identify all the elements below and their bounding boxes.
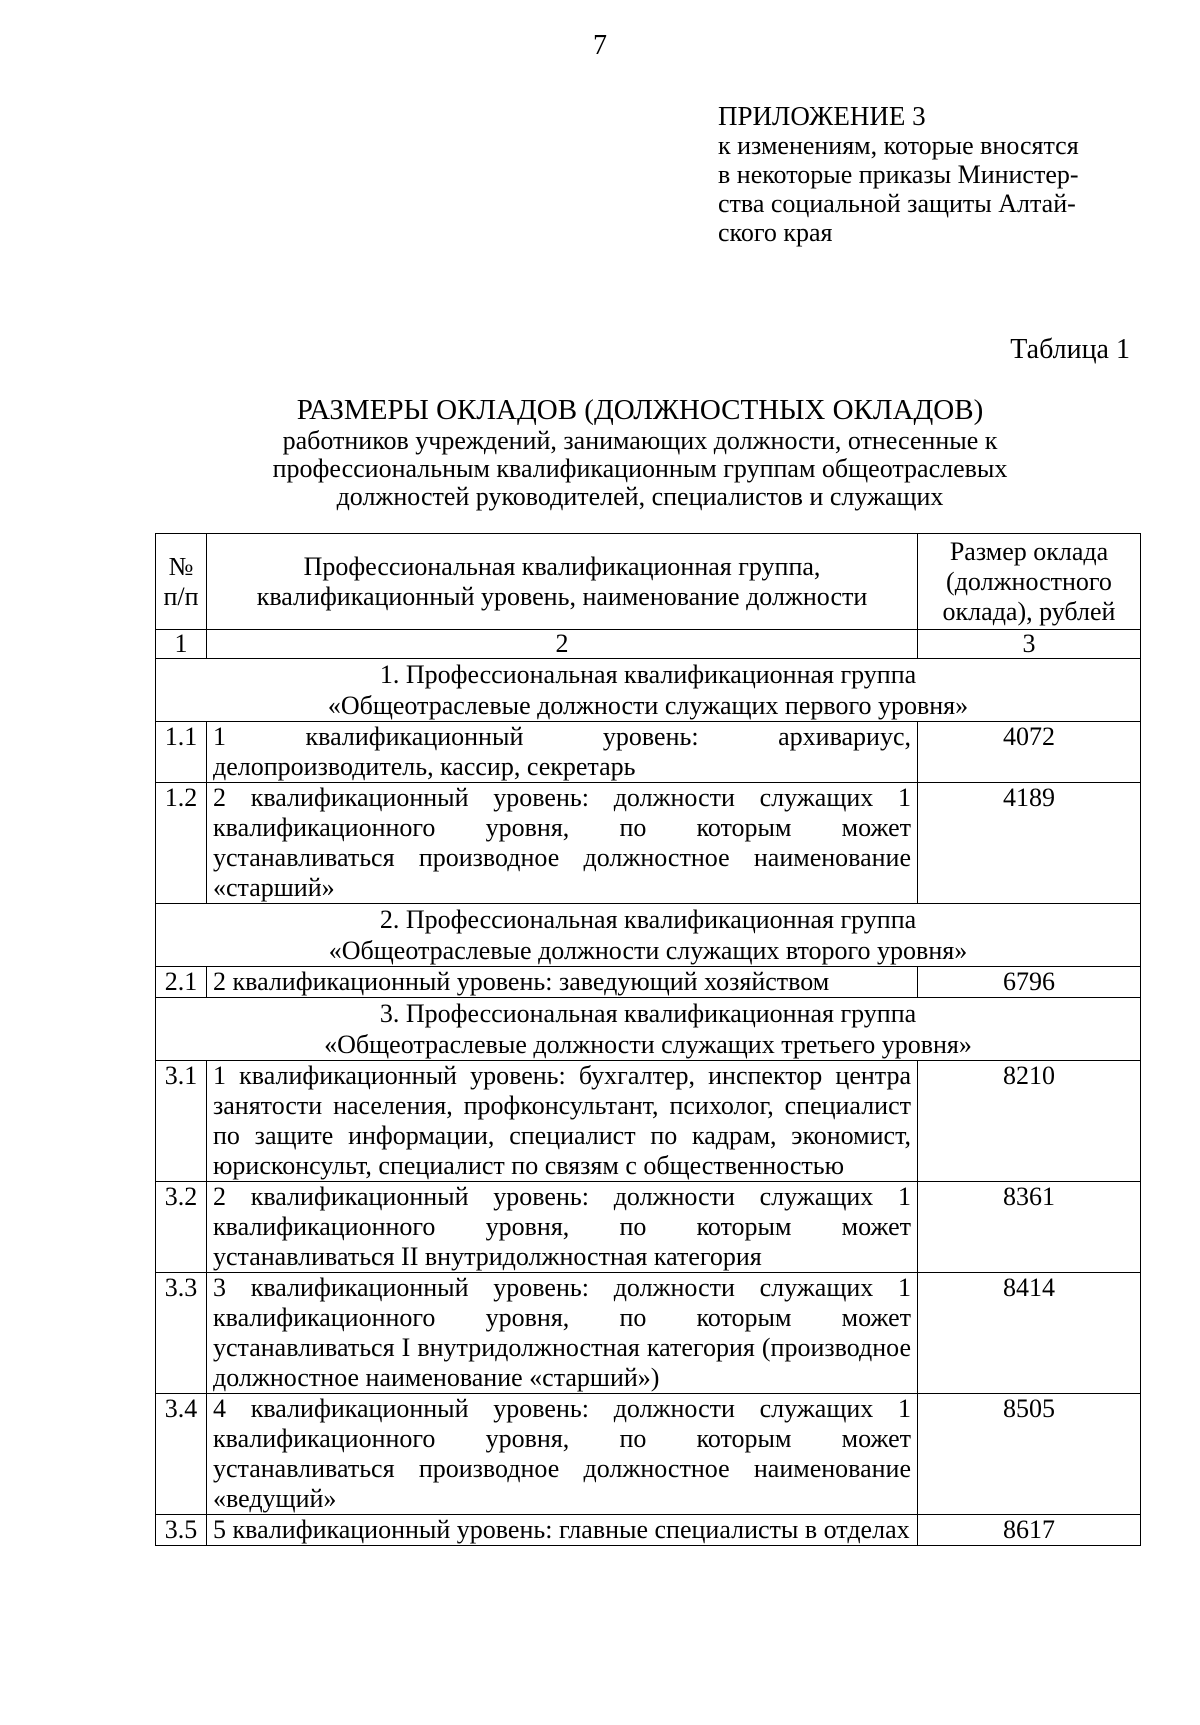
header-row xyxy=(156,534,1141,630)
group-title: 2. Профессиональная квалификационная группа xyxy=(379,905,917,934)
row-amount: 8210 xyxy=(918,1061,1141,1182)
row-num: 3.5 xyxy=(156,1515,207,1546)
group-cell xyxy=(156,659,1141,722)
heading-line: профессиональным квалификационным группам общеотраслевых xyxy=(272,454,1008,483)
group-title: 3. Профессиональная квалификационная группа xyxy=(379,999,917,1028)
row-num: 3.1 xyxy=(156,1061,207,1182)
header-name: Профессиональная квалификационная группа, квалификационный уровень, наименование должности xyxy=(207,534,918,630)
group-cell xyxy=(156,998,1141,1061)
row-amount: 6796 xyxy=(918,967,1141,998)
group-title: 1. Профессиональная квалификационная группа xyxy=(379,660,917,689)
row-text: 2 квалификационный уровень: должности служащих 1 квалификационного уровня, по которым может устанавливаться производное должностное наименование «старший» xyxy=(207,783,918,904)
heading-line: должностей руководителей, специалистов и служащих xyxy=(336,482,944,511)
table-row xyxy=(156,1394,1141,1515)
row-text: 1 квалификационный уровень: архивариус, делопроизводитель, кассир, секретарь xyxy=(207,722,918,783)
row-num: 2.1 xyxy=(156,967,207,998)
appendix-block xyxy=(718,102,1138,247)
table-row xyxy=(156,1515,1141,1546)
table-row xyxy=(156,1182,1141,1273)
appendix-line: к изменениям, которые вносятся xyxy=(718,131,1079,160)
row-amount: 4189 xyxy=(918,783,1141,904)
header-amount: Размер оклада (должностного оклада), рублей xyxy=(918,534,1141,630)
table-row xyxy=(156,967,1141,998)
row-num: 3.2 xyxy=(156,1182,207,1273)
heading-line: работников учреждений, занимающих должности, отнесенные к xyxy=(282,426,998,455)
row-num: 1.2 xyxy=(156,783,207,904)
group-row xyxy=(156,659,1141,722)
row-text: 5 квалификационный уровень: главные специалисты в отделах xyxy=(207,1515,918,1546)
row-amount: 8505 xyxy=(918,1394,1141,1515)
salary-table xyxy=(155,533,1141,1546)
table-row xyxy=(156,1273,1141,1394)
table-row xyxy=(156,783,1141,904)
row-text: 3 квалификационный уровень: должности служащих 1 квалификационного уровня, по которым может устанавливаться I внутридолжностная категория (производное должностное наименование «старший») xyxy=(207,1273,918,1394)
heading-title: РАЗМЕРЫ ОКЛАДОВ (ДОЛЖНОСТНЫХ ОКЛАДОВ) xyxy=(296,394,984,426)
group-row xyxy=(156,904,1141,967)
row-text: 4 квалификационный уровень: должности служащих 1 квалификационного уровня, по которым может устанавливаться производное должностное наименование «ведущий» xyxy=(207,1394,918,1515)
row-text: 2 квалификационный уровень: должности служащих 1 квалификационного уровня, по которым может устанавливаться II внутридолжностная категория xyxy=(207,1182,918,1273)
group-subtitle: «Общеотраслевые должности служащих третьего уровня» xyxy=(324,1030,972,1059)
column-index-row xyxy=(156,630,1141,659)
row-num: 3.3 xyxy=(156,1273,207,1394)
group-row xyxy=(156,998,1141,1061)
row-text: 1 квалификационный уровень: бухгалтер, инспектор центра занятости населения, профконсультант, психолог, специалист по защите информации, специалист по кадрам, экономист, юрисконсульт, специалист по связям с общественностью xyxy=(207,1061,918,1182)
group-subtitle: «Общеотраслевые должности служащих второго уровня» xyxy=(328,936,968,965)
row-num: 1.1 xyxy=(156,722,207,783)
appendix-line: ского края xyxy=(718,218,833,247)
column-index: 1 xyxy=(156,630,207,659)
table-row xyxy=(156,1061,1141,1182)
page-number: 7 xyxy=(593,30,607,61)
appendix-title: ПРИЛОЖЕНИЕ 3 xyxy=(718,101,926,131)
row-amount: 8361 xyxy=(918,1182,1141,1273)
group-cell xyxy=(156,904,1141,967)
appendix-line: ства социальной защиты Алтай- xyxy=(718,189,1076,218)
row-amount: 4072 xyxy=(918,722,1141,783)
header-num: № п/п xyxy=(156,534,207,630)
row-amount: 8414 xyxy=(918,1273,1141,1394)
group-subtitle: «Общеотраслевые должности служащих первого уровня» xyxy=(327,691,969,720)
column-index: 2 xyxy=(207,630,918,659)
row-num: 3.4 xyxy=(156,1394,207,1515)
document-heading xyxy=(130,393,1150,511)
row-text: 2 квалификационный уровень: заведующий хозяйством xyxy=(207,967,918,998)
table-label: Таблица 1 xyxy=(1010,334,1130,365)
appendix-line: в некоторые приказы Министер- xyxy=(718,160,1079,189)
column-index: 3 xyxy=(918,630,1141,659)
table-row xyxy=(156,722,1141,783)
row-amount: 8617 xyxy=(918,1515,1141,1546)
